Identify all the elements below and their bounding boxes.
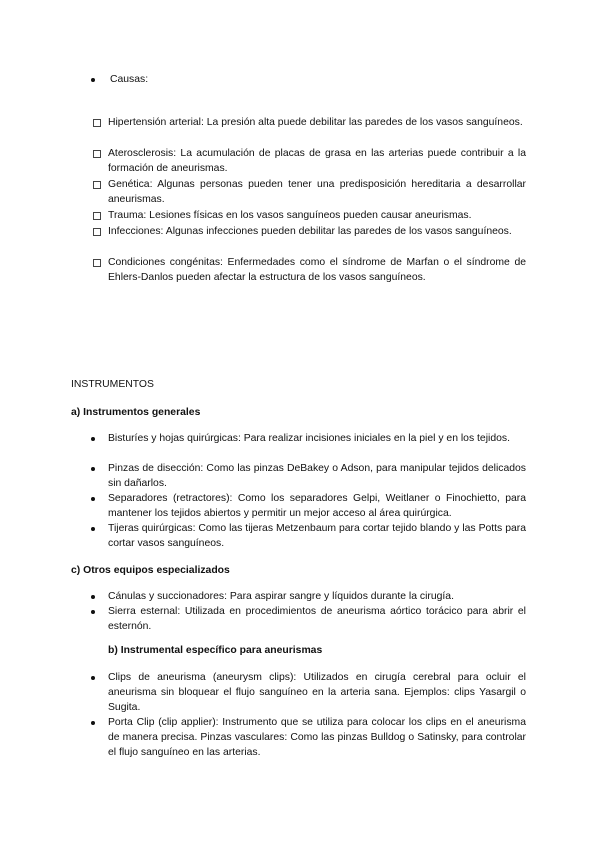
bullet-icon — [91, 721, 95, 725]
causes-heading: Causas: — [110, 74, 149, 85]
bullet-icon — [91, 595, 95, 599]
checkbox-icon — [93, 259, 101, 267]
cause-item: Genética: Algunas personas pueden tener una predisposición hereditaria a desarrollar aneurismas. — [108, 179, 526, 205]
list-item: Pinzas de disección: Como las pinzas DeBakey o Adson, para manipular tejidos delicados sin dañarlos. — [108, 463, 526, 489]
list-item: Separadores (retractores): Como los separadores Gelpi, Weitlaner o Finochietto, para mantener los tejidos abiertos y permitir un mejor acceso al área quirúrgica. — [108, 493, 526, 519]
cause-item: Condiciones congénitas: Enfermedades como el síndrome de Marfan o el síndrome de Ehlers-Danlos pueden afectar la estructura de los vasos sanguíneos. — [108, 257, 526, 283]
bullet-icon — [91, 527, 95, 531]
checkbox-icon — [93, 212, 101, 220]
bullet-icon — [91, 467, 95, 471]
cause-item: Hipertensión arterial: La presión alta puede debilitar las paredes de los vasos sanguíneos. — [108, 117, 523, 128]
checkbox-icon — [93, 228, 101, 236]
list-item: Porta Clip (clip applier): Instrumento que se utiliza para colocar los clips en el aneurisma de manera precisa. Pinzas vasculares: Como las pinzas Bulldog o Satinsky, para controlar el flujo sanguíneo en las arterias. — [108, 717, 526, 758]
bullet-icon — [91, 437, 95, 441]
bullet-icon — [91, 676, 95, 680]
bullet-icon — [91, 497, 95, 501]
cause-item: Aterosclerosis: La acumulación de placas de grasa en las arterias puede contribuir a la formación de aneurismas. — [108, 148, 526, 174]
list-item: Bisturíes y hojas quirúrgicas: Para realizar incisiones iniciales en la piel y en los tejidos. — [108, 433, 510, 444]
other-heading: c) Otros equipos especializados — [71, 565, 230, 576]
bullet-icon — [91, 78, 95, 82]
bullet-icon — [91, 610, 95, 614]
list-item: Cánulas y succionadores: Para aspirar sangre y líquidos durante la cirugía. — [108, 591, 454, 602]
list-item: Sierra esternal: Utilizada en procedimientos de aneurisma aórtico torácico para abrir el esternón. — [108, 606, 526, 632]
list-item: Clips de aneurisma (aneurysm clips): Utilizados en cirugía cerebral para ocluir el aneurisma sin bloquear el flujo sanguíneo en la arteria sana. Ejemplos: clips Yasargil o Sugita. — [108, 672, 526, 713]
cause-item: Infecciones: Algunas infecciones pueden debilitar las paredes de los vasos sanguíneos. — [108, 226, 512, 237]
general-heading: a) Instrumentos generales — [71, 407, 201, 418]
checkbox-icon — [93, 119, 101, 127]
checkbox-icon — [93, 150, 101, 158]
checkbox-icon — [93, 181, 101, 189]
list-item: Tijeras quirúrgicas: Como las tijeras Metzenbaum para cortar tejido blando y las Potts para cortar vasos sanguíneos. — [108, 523, 526, 549]
cause-item: Trauma: Lesiones físicas en los vasos sanguíneos pueden causar aneurismas. — [108, 210, 472, 221]
specific-heading: b) Instrumental específico para aneurismas — [108, 645, 323, 656]
section-title: INSTRUMENTOS — [71, 379, 154, 390]
